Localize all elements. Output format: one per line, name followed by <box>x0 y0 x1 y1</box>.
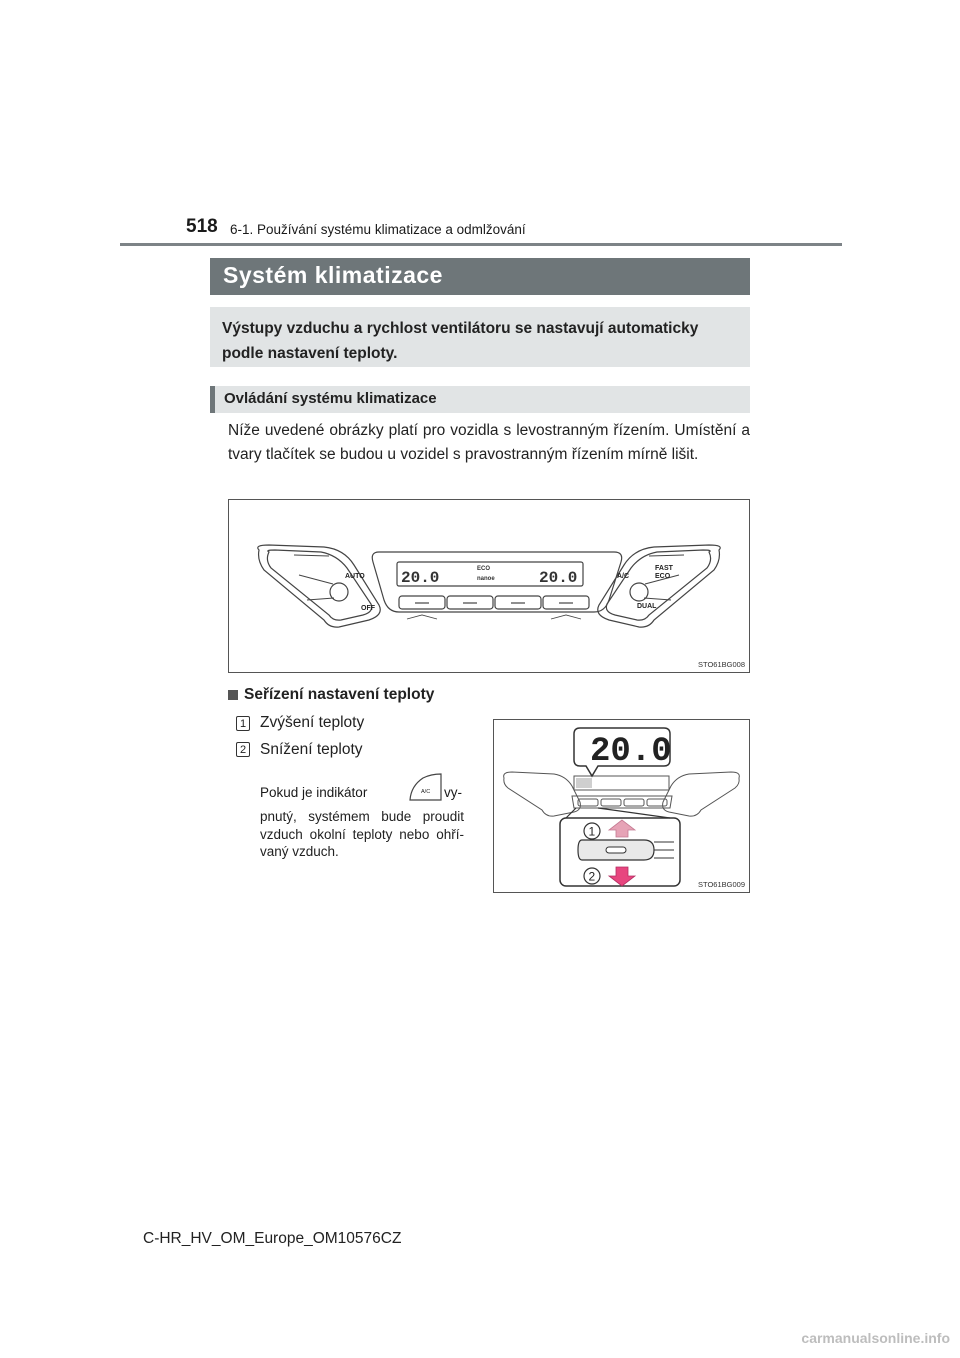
watermark: carmanualsonline.info <box>801 1330 950 1346</box>
subsection-title-text: Ovládání systému klimatizace <box>224 390 437 407</box>
list-item-decrease: Snížení teploty <box>260 741 363 758</box>
section-title: Systém klimatizace <box>210 258 750 295</box>
climate-panel-figure <box>228 499 750 673</box>
figure-code-1: STO61BG008 <box>698 660 745 669</box>
subsection-title <box>210 386 750 413</box>
temperature-adjust-figure <box>493 719 750 893</box>
intro-box: Výstupy vzduchu a rychlost ventilátoru se nastavují automaticky podle nastavení teploty. <box>210 307 750 367</box>
square-bullet <box>228 690 238 700</box>
temperature-heading: Seřízení nastavení teploty <box>244 686 435 703</box>
list-item-increase: Zvýšení teploty <box>260 714 365 731</box>
footer-doc-id: C-HR_HV_OM_Europe_OM10576CZ <box>143 1230 402 1247</box>
header-rule <box>120 243 842 246</box>
chapter-title: 6-1. Používání systému klimatizace a odmlžování <box>230 222 526 237</box>
page-number: 518 <box>186 216 218 237</box>
temperature-adjust-illustration <box>494 720 749 892</box>
display-eco-label: ECO <box>477 566 491 572</box>
auto-button-label: AUTO <box>345 573 365 580</box>
bubble-temp-value: 20.0 <box>590 733 672 771</box>
number-badge-1: 1 <box>236 716 250 731</box>
climate-panel-illustration <box>229 500 749 672</box>
display-temp-left: 20.0 <box>401 569 440 587</box>
ac-button-label: A/C <box>617 573 630 580</box>
display-nanoe-label: nanoe <box>477 576 495 582</box>
figure-code-2: STO61BG009 <box>698 880 745 889</box>
note-start: Pokud je indikátor <box>260 785 368 800</box>
callout-1: 1 <box>588 824 596 839</box>
note-mid: vy- <box>444 785 462 800</box>
ac-indicator-icon <box>407 772 443 804</box>
fast-button-label: FAST <box>655 565 673 572</box>
callout-2: 2 <box>588 869 596 884</box>
display-temp-right: 20.0 <box>539 569 578 587</box>
body-paragraph: Níže uvedené obrázky platí pro vozidla s levostranným řízením. Umístění a tvary tlačítek se budou u vozidel s pravostranným řízením mírně lišit. <box>228 422 750 463</box>
eco-button-label: ECO <box>655 573 671 580</box>
note-rest: pnutý, systémem bude proudit vzduch okolní teploty nebo ohří-vaný vzduch. <box>260 809 464 859</box>
off-button-label: OFF <box>361 605 375 612</box>
dual-button-label: DUAL <box>637 603 657 610</box>
ac-indicator-label: A/C <box>421 789 431 795</box>
number-badge-2: 2 <box>236 742 250 757</box>
